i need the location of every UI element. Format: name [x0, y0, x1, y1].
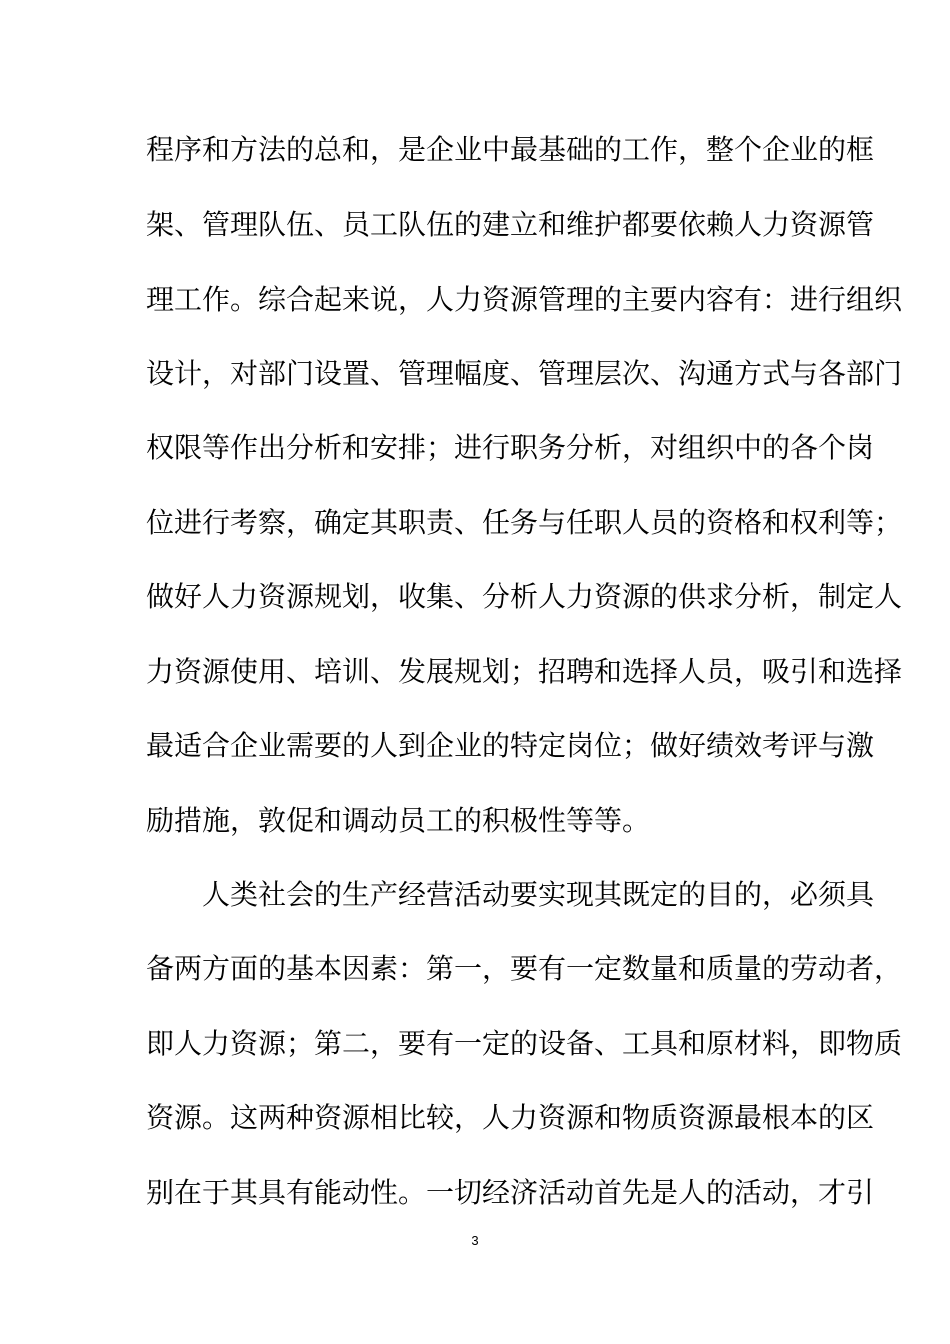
text-line: 设计，对部门设置、管理幅度、管理层次、沟通方式与各部门 — [146, 357, 903, 390]
text-line: 程序和方法的总和，是企业中最基础的工作，整个企业的框 — [146, 133, 875, 166]
text-line: 位进行考察，确定其职责、任务与任职人员的资格和权利等； — [146, 506, 903, 539]
text-line: 权限等作出分析和安排；进行职务分析，对组织中的各个岗 — [146, 431, 875, 464]
page-number: 3 — [471, 1233, 479, 1248]
text-line: 架、管理队伍、员工队伍的建立和维护都要依赖人力资源管 — [146, 208, 875, 241]
text-line: 力资源使用、培训、发展规划；招聘和选择人员，吸引和选择 — [146, 655, 903, 688]
text-line: 资源。这两种资源相比较，人力资源和物质资源最根本的区 — [146, 1101, 875, 1134]
text-line: 理工作。综合起来说，人力资源管理的主要内容有：进行组织 — [146, 283, 903, 316]
text-line: 最适合企业需要的人到企业的特定岗位；做好绩效考评与激 — [146, 729, 875, 762]
text-line: 别在于其具有能动性。一切经济活动首先是人的活动，才引 — [146, 1176, 875, 1209]
text-line: 备两方面的基本因素：第一，要有一定数量和质量的劳动者， — [146, 952, 903, 985]
text-line: 励措施，敦促和调动员工的积极性等等。 — [146, 804, 651, 837]
text-line: 即人力资源；第二，要有一定的设备、工具和原材料，即物质 — [146, 1027, 903, 1060]
text-line: 人类社会的生产经营活动要实现其既定的目的，必须具 — [202, 878, 875, 911]
text-line: 做好人力资源规划，收集、分析人力资源的供求分析，制定人 — [146, 580, 903, 613]
